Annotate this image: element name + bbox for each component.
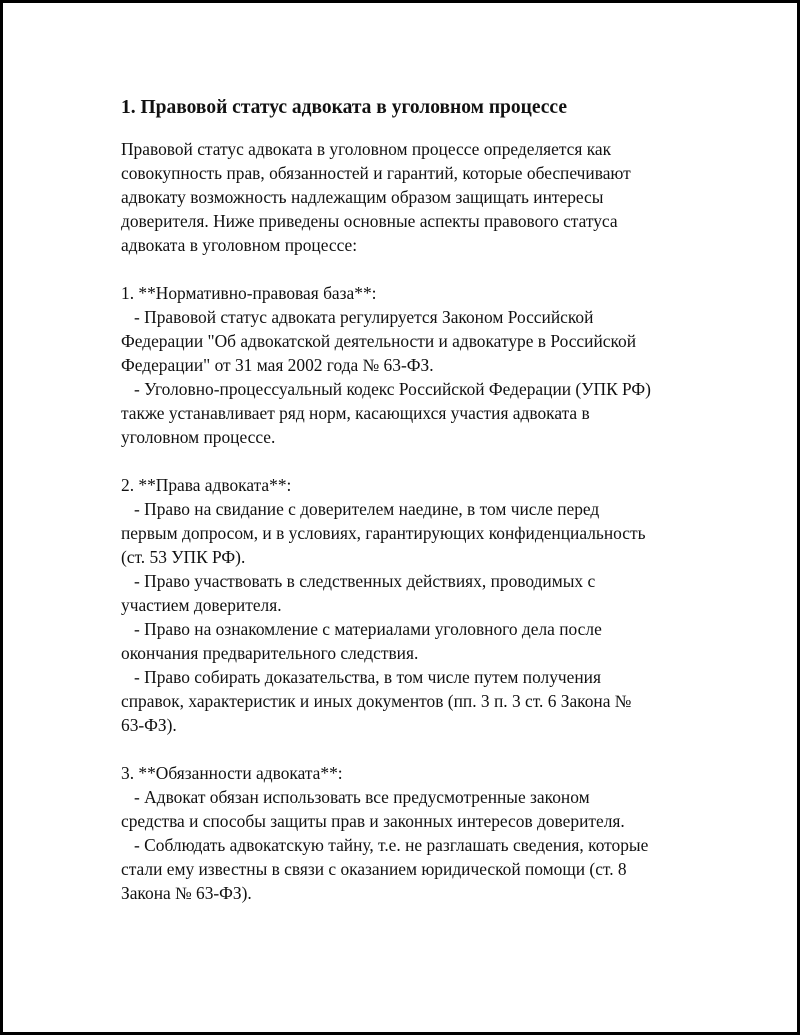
text-line: (ст. 53 УПК РФ). — [121, 547, 246, 567]
section-heading: 1. **Нормативно-правовая база**: — [121, 283, 377, 303]
text-line: средства и способы защиты прав и законных интересов доверителя. — [121, 811, 625, 831]
text-line: - Право участвовать в следственных действиях, проводимых с — [121, 571, 596, 591]
text-line: - Адвокат обязан использовать все предусмотренные законом — [121, 787, 590, 807]
text-line: - Соблюдать адвокатскую тайну, т.е. не разглашать сведения, которые — [121, 835, 649, 855]
text-line: окончания предварительного следствия. — [121, 643, 419, 663]
document-title: 1. Правовой статус адвоката в уголовном процессе — [121, 97, 567, 118]
text-line: адвоката в уголовном процессе: — [121, 235, 358, 255]
text-line: - Уголовно-процессуальный кодекс Российской Федерации (УПК РФ) — [121, 379, 651, 399]
text-line: участием доверителя. — [121, 595, 282, 615]
text-line: Закона № 63-ФЗ). — [121, 883, 252, 903]
text-line: - Правовой статус адвоката регулируется Законом Российской — [121, 307, 594, 327]
text-line: совокупность прав, обязанностей и гарантий, которые обеспечивают — [121, 163, 631, 183]
text-line: - Право собирать доказательства, в том числе путем получения — [121, 667, 601, 687]
text-line: адвокату возможность надлежащим образом защищать интересы — [121, 187, 604, 207]
text-line: - Право на свидание с доверителем наедине, в том числе перед — [121, 499, 600, 519]
section-legal-basis — [121, 281, 701, 449]
text-line: Правовой статус адвоката в уголовном процессе определяется как — [121, 139, 612, 159]
section-lawyer-rights — [121, 473, 701, 737]
text-line: Федерации "Об адвокатской деятельности и адвокатуре в Российской — [121, 331, 637, 351]
document-content — [121, 95, 701, 905]
text-line: уголовном процессе. — [121, 427, 276, 447]
text-line: первым допросом, и в условиях, гарантирующих конфиденциальность — [121, 523, 646, 543]
section-lawyer-duties — [121, 761, 701, 905]
intro-paragraph — [121, 137, 701, 257]
section-heading: 2. **Права адвоката**: — [121, 475, 292, 495]
text-line: справок, характеристик и иных документов (пп. 3 п. 3 ст. 6 Закона № — [121, 691, 632, 711]
text-line: Федерации" от 31 мая 2002 года № 63-ФЗ. — [121, 355, 434, 375]
text-line: доверителя. Ниже приведены основные аспекты правового статуса — [121, 211, 618, 231]
text-line: - Право на ознакомление с материалами уголовного дела после — [121, 619, 602, 639]
text-line: 63-ФЗ). — [121, 715, 177, 735]
section-heading: 3. **Обязанности адвоката**: — [121, 763, 343, 783]
text-line: стали ему известны в связи с оказанием юридической помощи (ст. 8 — [121, 859, 627, 879]
text-line: также устанавливает ряд норм, касающихся участия адвоката в — [121, 403, 590, 423]
